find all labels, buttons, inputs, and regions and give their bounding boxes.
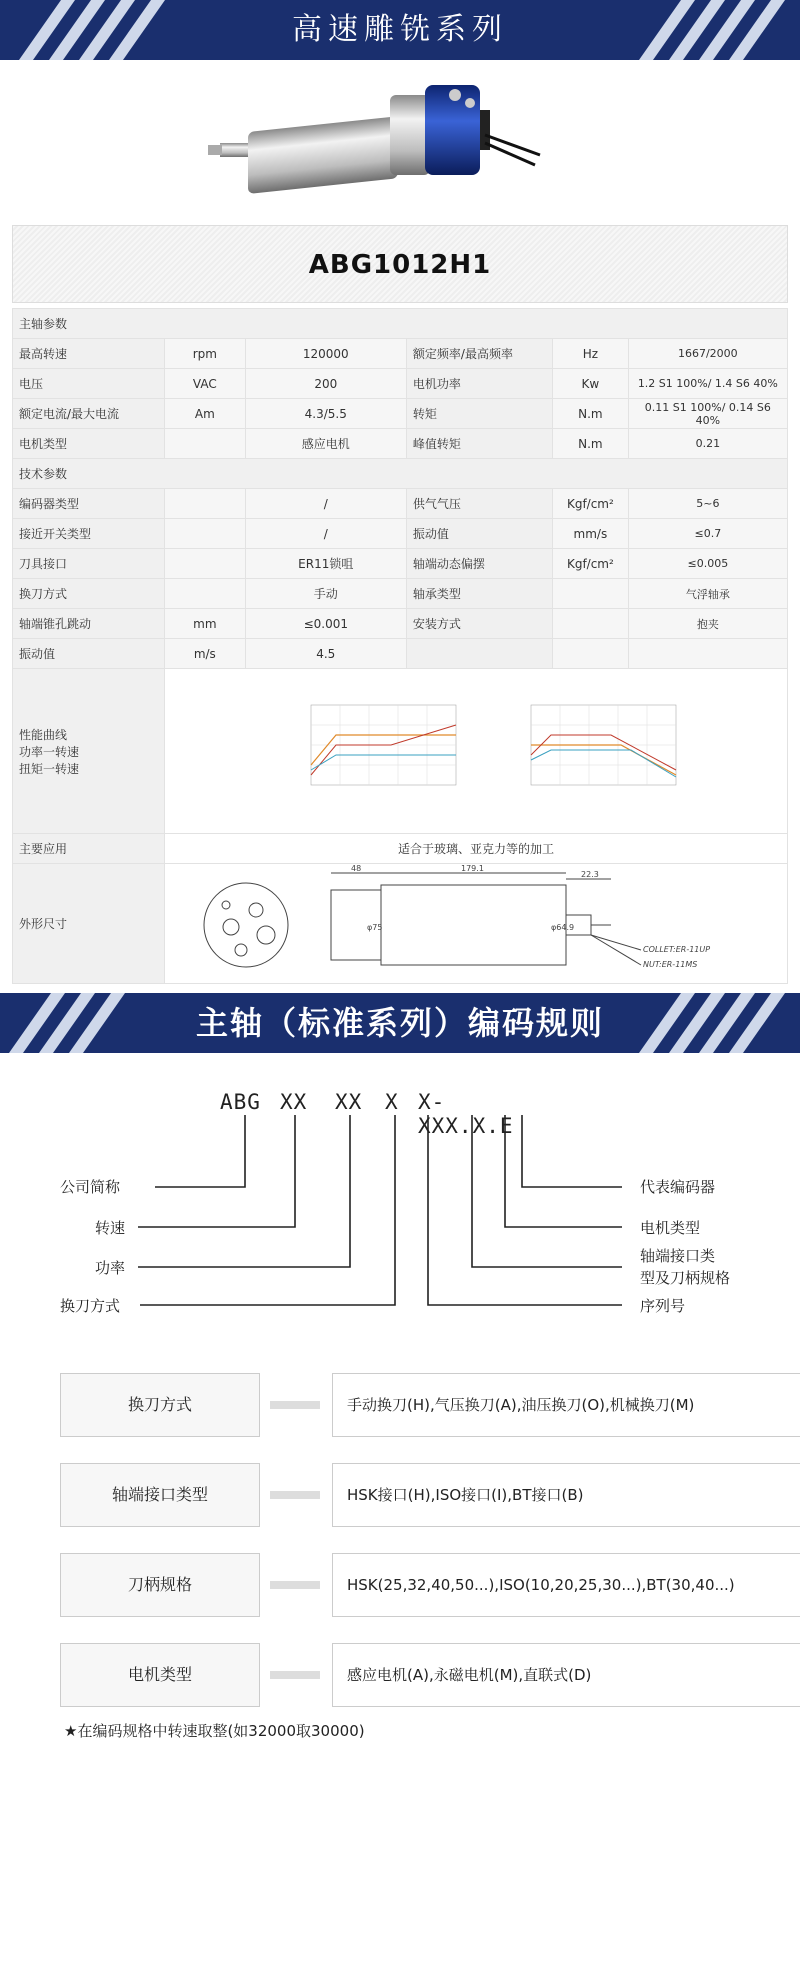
spec-cell-u1 <box>165 489 246 519</box>
spec-cell-l1: 电机类型 <box>13 429 165 459</box>
spec-row <box>13 489 788 519</box>
spec-row <box>13 639 788 669</box>
section-row <box>13 309 788 339</box>
spec-cell-v1: 4.3/5.5 <box>245 399 406 429</box>
spec-cell-l2: 振动值 <box>406 519 552 549</box>
rule-row-interface <box>60 1463 752 1527</box>
spec-cell-l2: 安装方式 <box>406 609 552 639</box>
code-part-change: X <box>385 1090 399 1114</box>
performance-curves-image <box>171 675 781 825</box>
spec-cell-v2: 1.2 S1 100%/ 1.4 S6 40% <box>628 369 787 399</box>
spec-cell-v2: 5~6 <box>628 489 787 519</box>
spec-cell-l2: 轴端动态偏摆 <box>406 549 552 579</box>
spec-cell-l2: 电机功率 <box>406 369 552 399</box>
spec-cell-l2 <box>406 639 552 669</box>
rule-dash <box>270 1401 320 1409</box>
spec-cell-u1: m/s <box>165 639 246 669</box>
spec-row <box>13 549 788 579</box>
coding-title: 主轴（标准系列）编码规则 <box>195 1004 604 1042</box>
rule-key: 电机类型 <box>60 1643 260 1707</box>
spindle-image <box>200 75 600 215</box>
spec-cell-u2: Kgf/cm² <box>553 549 629 579</box>
spec-cell-u1: VAC <box>165 369 246 399</box>
rule-key: 轴端接口类型 <box>60 1463 260 1527</box>
dim-phi64: φ64.9 <box>551 922 575 932</box>
rule-key: 刀柄规格 <box>60 1553 260 1617</box>
dimension-drawing <box>165 864 788 984</box>
spec-row <box>13 339 788 369</box>
page-title: 高速雕铣系列 <box>292 12 508 47</box>
dim-1791: 179.1 <box>461 864 484 873</box>
spec-cell-u2: N.m <box>553 429 629 459</box>
rule-dash <box>270 1491 320 1499</box>
spec-cell-l2: 转矩 <box>406 399 552 429</box>
rule-value: HSK(25,32,40,50...),ISO(10,20,25,30...),BT(30,40...) <box>332 1553 800 1617</box>
curve-label-1: 性能曲线 <box>19 727 68 742</box>
spec-row <box>13 369 788 399</box>
rule-row-holder <box>60 1553 752 1617</box>
rule-row-tool-change <box>60 1373 752 1437</box>
spec-cell-v1: ER11锁咀 <box>245 549 406 579</box>
spec-cell-u2 <box>553 579 629 609</box>
spec-cell-l1: 振动值 <box>13 639 165 669</box>
spec-row <box>13 429 788 459</box>
spec-cell-v2: 气浮轴承 <box>628 579 787 609</box>
code-label-motor: 电机类型 <box>640 1219 701 1237</box>
spec-row <box>13 399 788 429</box>
rule-value: 感应电机(A),永磁电机(M),直联式(D) <box>332 1643 800 1707</box>
spec-cell-v2: 0.21 <box>628 429 787 459</box>
application-row <box>13 834 788 864</box>
spec-row <box>13 609 788 639</box>
spec-cell-u2: Hz <box>553 339 629 369</box>
spec-cell-l2: 峰值转矩 <box>406 429 552 459</box>
code-label-interface-1: 轴端接口类 <box>640 1247 716 1265</box>
curve-label <box>13 669 165 834</box>
spec-cell-u1: rpm <box>165 339 246 369</box>
model-title: ABG1012H1 <box>12 225 788 303</box>
rule-value: 手动换刀(H),气压换刀(A),油压换刀(O),机械换刀(M) <box>332 1373 800 1437</box>
spec-cell-l1: 刀具接口 <box>13 549 165 579</box>
spec-cell-l1: 额定电流/最大电流 <box>13 399 165 429</box>
dim-223: 22.3 <box>581 869 599 879</box>
spec-cell-u2: mm/s <box>553 519 629 549</box>
spec-cell-l1: 接近开关类型 <box>13 519 165 549</box>
spec-cell-v1: / <box>245 519 406 549</box>
coding-banner <box>0 993 800 1053</box>
section-main: 主轴参数 <box>13 309 788 339</box>
spec-cell-l1: 编码器类型 <box>13 489 165 519</box>
spec-cell-v2: 抱夹 <box>628 609 787 639</box>
dimension-row <box>13 864 788 984</box>
spec-cell-l1: 轴端锥孔跳动 <box>13 609 165 639</box>
curve-row <box>13 669 788 834</box>
code-part-speed: XX <box>280 1090 308 1114</box>
spec-cell-u2: N.m <box>553 399 629 429</box>
spec-cell-l2: 轴承类型 <box>406 579 552 609</box>
section-row <box>13 459 788 489</box>
rule-value: HSK接口(H),ISO接口(I),BT接口(B) <box>332 1463 800 1527</box>
code-label-speed: 转速 <box>95 1219 126 1237</box>
code-label-change: 换刀方式 <box>60 1297 121 1315</box>
footnote: ★在编码规格中转速取整(如32000取30000) <box>64 1722 365 1740</box>
spec-cell-v1: 120000 <box>245 339 406 369</box>
section-tech: 技术参数 <box>13 459 788 489</box>
spec-cell-l2: 供气气压 <box>406 489 552 519</box>
spec-cell-l1: 最高转速 <box>13 339 165 369</box>
spec-cell-u1 <box>165 429 246 459</box>
spec-cell-u1 <box>165 549 246 579</box>
code-part-rest: X-XXX.X.E <box>418 1090 514 1138</box>
spec-cell-l1: 电压 <box>13 369 165 399</box>
curve-label-2: 功率一转速 <box>19 744 80 759</box>
top-banner <box>0 0 800 60</box>
rule-row-motor <box>60 1643 752 1707</box>
spec-cell-v1: 4.5 <box>245 639 406 669</box>
outline-drawing-image <box>171 865 781 980</box>
spec-cell-v2 <box>628 639 787 669</box>
spec-cell-u2: Kw <box>553 369 629 399</box>
spec-cell-u1 <box>165 579 246 609</box>
application-label: 主要应用 <box>13 834 165 864</box>
spec-cell-u2 <box>553 639 629 669</box>
dim-phi75: φ75 <box>367 922 383 932</box>
rule-dash <box>270 1581 320 1589</box>
spec-cell-u1: Am <box>165 399 246 429</box>
rule-key: 换刀方式 <box>60 1373 260 1437</box>
code-part-abg: ABG <box>220 1090 261 1114</box>
spec-cell-v2: ≤0.005 <box>628 549 787 579</box>
code-label-serial: 序列号 <box>640 1297 686 1315</box>
code-part-power: XX <box>335 1090 363 1114</box>
spec-cell-v1: 手动 <box>245 579 406 609</box>
code-label-power: 功率 <box>95 1259 126 1277</box>
spec-cell-u2 <box>553 609 629 639</box>
spec-cell-u1 <box>165 519 246 549</box>
spec-cell-u2: Kgf/cm² <box>553 489 629 519</box>
code-label-interface-2: 型及刀柄规格 <box>640 1269 731 1287</box>
spec-cell-v1: 200 <box>245 369 406 399</box>
spec-cell-v2: 1667/2000 <box>628 339 787 369</box>
curve-charts <box>165 669 788 834</box>
dimension-label: 外形尺寸 <box>13 864 165 984</box>
curve-label-3: 扭矩一转速 <box>19 761 80 776</box>
spec-cell-v2: ≤0.7 <box>628 519 787 549</box>
spec-cell-v2: 0.11 S1 100%/ 0.14 S6 40% <box>628 399 787 429</box>
dim-48: 48 <box>351 864 362 873</box>
spec-cell-u1: mm <box>165 609 246 639</box>
rule-dash <box>270 1671 320 1679</box>
code-label-company: 公司简称 <box>60 1178 121 1196</box>
dim-note2: NUT:ER-11MS <box>643 959 698 969</box>
spec-row <box>13 519 788 549</box>
dim-note1: COLLET:ER-11UP <box>643 944 711 954</box>
spec-cell-v1: / <box>245 489 406 519</box>
code-label-encoder: 代表编码器 <box>640 1178 716 1196</box>
spec-cell-v1: 感应电机 <box>245 429 406 459</box>
spec-cell-v1: ≤0.001 <box>245 609 406 639</box>
spec-cell-l1: 换刀方式 <box>13 579 165 609</box>
spec-row <box>13 579 788 609</box>
spec-table <box>12 308 788 984</box>
application-value: 适合于玻璃、亚克力等的加工 <box>165 834 788 864</box>
spec-cell-l2: 额定频率/最高频率 <box>406 339 552 369</box>
